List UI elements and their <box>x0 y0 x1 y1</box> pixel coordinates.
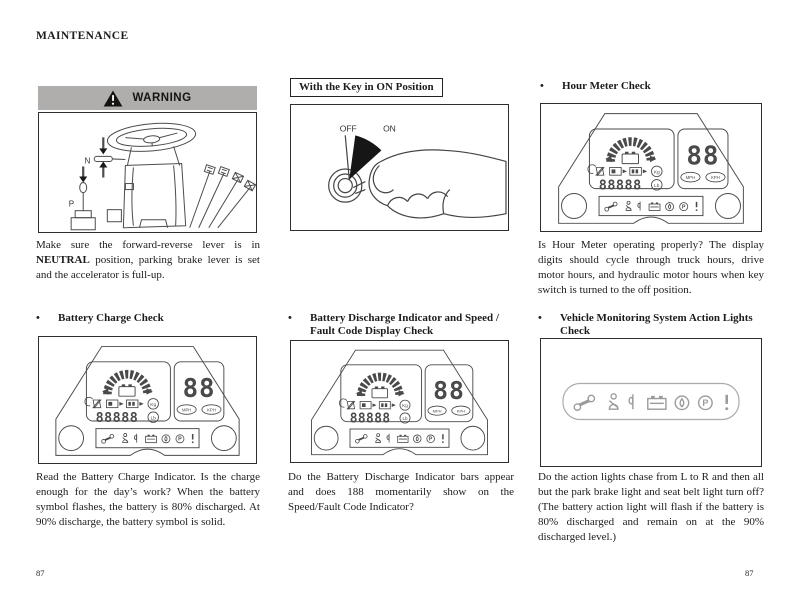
action-lights-illustration <box>541 339 761 466</box>
warning-banner <box>38 86 257 110</box>
warning-label: WARNING <box>132 92 192 104</box>
battery-charge-dashboard <box>39 337 256 463</box>
bullet: • <box>538 312 542 324</box>
page-title: MAINTENANCE <box>36 30 129 42</box>
neutral-label: N <box>84 156 91 166</box>
key-on-label: ON <box>383 123 396 134</box>
hydraulic-levers <box>190 165 256 228</box>
controls-illustration <box>39 113 256 232</box>
warning-caption <box>36 238 260 283</box>
action-lights-illustration-frame <box>540 338 762 467</box>
action-lights-caption: Do the action lights chase from L to R and then all but the park brake light and seat belt light turn off? (The battery action light will flash if the battery is 80% discharged and remain on at the 90% discharged level.) <box>538 471 764 543</box>
controls-illustration-frame <box>38 112 257 233</box>
action-lights-heading <box>538 312 766 338</box>
battery-charge-caption: Read the Battery Charge Indicator. Is the charge enough for the day’s work? When the battery symbol flashes, the battery is 80% discharged. At 90% discharge, the battery symbol is solid. <box>36 471 260 528</box>
neutral-bold-text: NEUTRAL <box>36 254 90 266</box>
hour-meter-dashboard <box>541 104 761 231</box>
battery-discharge-illustration-frame <box>290 340 509 463</box>
hour-meter-title: Hour Meter Check <box>562 80 651 92</box>
park-brake-lever <box>69 166 95 229</box>
warning-triangle-icon <box>103 90 123 107</box>
hand-illustration <box>353 150 506 218</box>
warning-caption-text: Make sure the forward-reverse lever is in <box>36 239 260 251</box>
hour-meter-illustration-frame <box>540 103 762 232</box>
bullet: • <box>36 312 40 324</box>
battery-discharge-title: Battery Discharge Indicator and Speed / Fault Code Display Check <box>310 312 499 337</box>
page-number-left: 87 <box>36 568 45 578</box>
battery-charge-illustration-frame <box>38 336 257 464</box>
key-illustration <box>291 105 508 230</box>
page-number-right: 87 <box>745 568 754 578</box>
hour-meter-heading <box>540 80 762 93</box>
steering-console <box>107 146 185 227</box>
steering-wheel <box>106 120 196 155</box>
hour-meter-caption: Is Hour Meter operating properly? The display digits should cycle through truck hours, drive motor hours, and hydraulic motor hours when key switch is turned to the off position. <box>538 239 764 296</box>
battery-discharge-caption: Do the Battery Discharge Indicator bars appear and does 188 momentarily show on the Speed/Fault Code Indicator? <box>288 471 514 513</box>
key-illustration-frame <box>290 104 509 231</box>
warning-caption-text-2: position, parking brake lever is set and the accelerator is full-up. <box>36 254 260 281</box>
battery-charge-title: Battery Charge Check <box>58 312 164 324</box>
key-on-title-box <box>290 78 443 97</box>
park-label: P <box>68 199 75 209</box>
key-off-label: OFF <box>339 123 357 134</box>
battery-discharge-heading <box>288 312 514 338</box>
key-on-title: With the Key in ON Position <box>299 81 434 93</box>
bullet: • <box>288 312 292 324</box>
battery-charge-heading <box>36 312 258 325</box>
bullet: • <box>540 80 544 92</box>
battery-discharge-dashboard <box>291 341 508 462</box>
action-lights-title: Vehicle Monitoring System Action Lights Check <box>560 312 753 337</box>
